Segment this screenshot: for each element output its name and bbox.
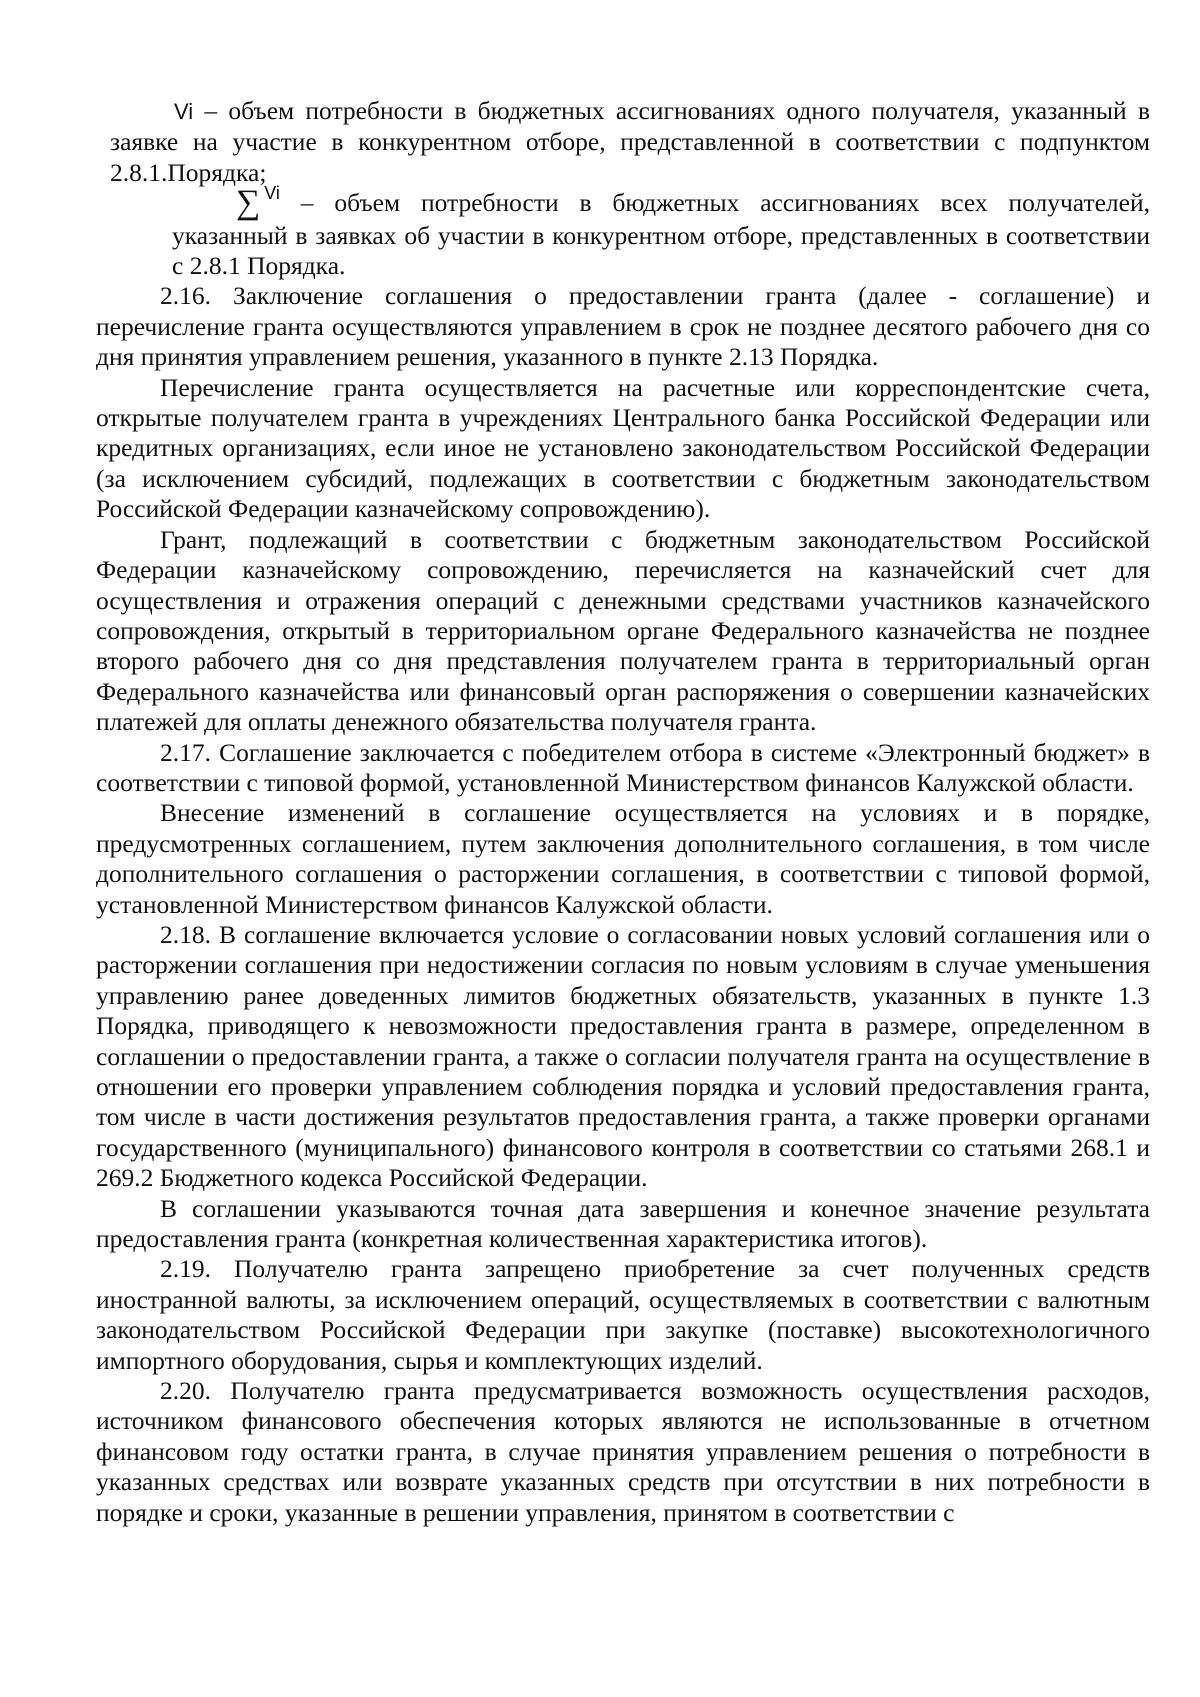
paragraph-grant-transfer: Перечисление гранта осуществляется на расчетные или корреспондентские счета, открытые получателем гранта в учреждениях Центрального банка Российской Федерации или кредитных организациях, если иное не установлено законодательством Российской Федерации (за исключением субсидий, подлежащих в соответствии с бюджетным законодательством Российской Федерации казначейскому сопровождению).: [96, 372, 1150, 524]
paragraph-2-19: 2.19. Получателю гранта запрещено приобретение за счет полученных средств иностранной валюты, за исключением операций, осуществляемых в соответствии с валютным законодательством Российской Федерации при закупке (поставке) высокотехнологичного импортного оборудования, сырья и комплектующих изделий.: [96, 1254, 1150, 1375]
sum-vi-definition-text: – объем потребности в бюджетных ассигнованиях всех получателей, указанный в заявках об участии в конкурентном отборе, представленных в соответствии с 2.8.1 Порядка.: [172, 188, 1150, 281]
paragraph-vi-definition: [96, 96, 1150, 188]
paragraph-2-16: 2.16. Заключение соглашения о предоставлении гранта (далее - соглашение) и перечисление гранта осуществляются управлением в срок не позднее десятого рабочего дня со дня принятия управлением решения, указанного в пункте 2.13 Порядка.: [96, 281, 1150, 372]
paragraph-completion-date: В соглашении указываются точная дата завершения и конечное значение результата предоставления гранта (конкретная количественная характеристика итогов).: [96, 1193, 1150, 1254]
paragraph-2-18: 2.18. В соглашение включается условие о согласовании новых условий соглашения или о расторжении соглашения при недостижении согласия по новым условиям в случае уменьшения управлению ранее доведенных лимитов бюджетных обязательств, указанных в пункте 1.3 Порядка, приводящего к невозможности предоставления гранта в размере, определенном в соглашении о предоставлении гранта, а также о согласии получателя гранта на осуществление в отношении его проверки управлением соблюдения порядка и условий предоставления гранта, том числе в части достижения результатов предоставления гранта, а также проверки органами государственного (муниципального) финансового контроля в соответствии со статьями 268.1 и 269.2 Бюджетного кодекса Российской Федерации.: [96, 919, 1150, 1193]
sum-sigma-symbol: ∑: [236, 184, 261, 222]
paragraph-2-17: 2.17. Соглашение заключается с победителем отбора в системе «Электронный бюджет» в соответствии с типовой формой, установленной Министерством финансов Калужской области.: [96, 737, 1150, 797]
paragraph-sum-vi-definition: [96, 183, 1150, 281]
paragraph-grant-treasury: Грант, подлежащий в соответствии с бюджетным законодательством Российской Федерации казначейскому сопровождению, перечисляется на казначейский счет для осуществления и отражения операций с денежными средствами участников казначейского сопровождения, открытый в территориальном органе Федерального казначейства не позднее второго рабочего дня со дня представления получателем гранта в территориальный орган Федерального казначейства или финансовый орган распоряжения о совершении казначейских платежей для оплаты денежного обязательства получателя гранта.: [96, 524, 1150, 737]
paragraph-agreement-changes: Внесение изменений в соглашение осуществляется на условиях и в порядке, предусмотренных соглашением, путем заключения дополнительного соглашения, в том числе дополнительного соглашения о расторжении соглашения, в соответствии с типовой формой, установленной Министерством финансов Калужской области.: [96, 798, 1150, 919]
paragraph-2-20: 2.20. Получателю гранта предусматривается возможность осуществления расходов, источником финансового обеспечения которых являются не использованные в отчетном финансовом году остатки гранта, в случае принятия управлением решения о потребности в указанных средствах или возврате указанных средств при отсутствии в них потребности в порядке и сроки, указанные в решении управления, принятом в соответствии с: [96, 1376, 1150, 1527]
document-page: [96, 96, 1150, 1528]
sum-vi-symbol: Vi: [264, 183, 280, 204]
vi-symbol: Vi: [174, 99, 194, 124]
vi-definition-text: – объем потребности в бюджетных ассигнованиях одного получателя, указанный в заявке на участие в конкурентном отборе, представленной в соответствии с подпунктом 2.8.1.Порядка;: [110, 96, 1150, 187]
